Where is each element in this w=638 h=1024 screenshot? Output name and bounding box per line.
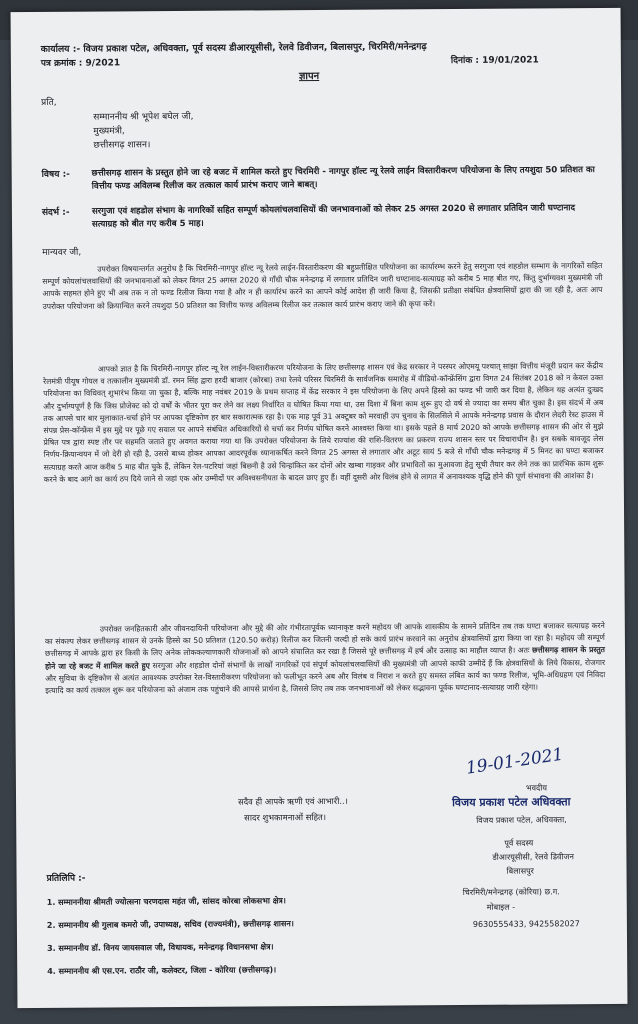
paragraph-2: आपको ज्ञात है कि चिरमिरी-नागपुर हॉल्ट न्यू रेल लाईन-विस्तारीकरण परियोजना के लिए छत्तीसगढ़ शासन एवं केंद्र सरकार ने परस्पर ओएमयू पश्चात् साझा वित्तीय मंजूरी प्रदान कर केंद्रीय रेलमंत्री पीयूष गोयल व तत्कालीन मुख्यमंत्री डॉ. रमन सिंह द्वारा हरदी बाजार (कोरबा) तथा रेलवे परिसर चिरमिरी के सार्वजनिक समारोह में वीडियो-कॉन्फ्रेंसिंग द्वारा विगत 24 सितंबर 2018 को न केवल उक्त परियोजना का विधिवत् शुभारंभ किया जा चुका है, बल्कि माह नवंबर 2019 के प्रथम सप्ताह में केंद्र सरकार ने इस परियोजना के लिए अपने हिस्से का फण्ड भी जारी कर दिया है, लेकिन यह अत्यंत दुःखद और दुर्भाग्यपूर्ण है कि जिस प्रोजेक्ट को दो वर्षों के भीतर पूरा कर लेने का लक्ष्य निर्धारित व घोषित किया गया था, उस दिशा में बिना काम शुरू हुए दो वर्ष से ज्यादा का समय बीत चुका है। इस संदर्भ में अब तक आपसे चार बार मुलाकात-चर्चा होने पर आपका दृष्टिकोण हर बार सकारात्मक रहा है। एक माह पूर्व 31 अक्टूबर को मरवाही उप चुनाव के सिलसिले में आपके मनेन्द्रगढ़ प्रवास के दौरान लेदरी रेस्ट हाउस में संपन्न प्रेस-कॉन्फ्रेंस में इस मुद्दे पर पूछे गए सवाल पर आपने संबंधित अधिकारियों से चर्चा कर निर्णय घोषित करने आश्वस्त किया था। इसके पहले 8 मार्च 2020 को आपके छत्तीसगढ़ शासन की ओर से मुझे प्रेषित पत्र द्वारा स्पष्ट तौर पर सहमति जताते हुए अवगत कराया गया था कि उपरोक्त परियोजना के लिये राज्यांश की राशि-वितरण का प्रकरण राज्य शासन स्तर पर विचाराधीन है। इन सबके बावजूद लेस निर्णय-क्रियान्वयन में जो देरी हो रही है, उससे बाध्य होकर आपका आदरपूर्वक ध्यानाकर्षित करने विगत 25 अगस्त से लगातार और अटूट सायं 5 बजे से गाँधी चौक मनेन्द्रगढ़ में 5 मिनट का घण्टा बजाकर सत्याग्रह करते आज करीब 5 माह बीत चुके हैं, लेकिन रेल-पटरियां जहां बिछनी है उसे चिन्हांकित कर दोनों ओर खम्बा गाड़कर और प्रभावितों का मुआवजा हेतु सूची तैयार कर लेने तक का प्रारंभिक काम शुरू करने के बाद आगे का कार्य ठप दिये जाने से जहां एक ओर उम्मीदों पर अविश्वसनीयता के बादल छाए हुए हैं। वहीं दूसरी ओर विलंब होने से लागत में अनावश्यक वृद्धि होने की पूर्ण संभावना की आशंका है। bbox=[43, 361, 604, 484]
bhavdiya-label: भवदीय bbox=[525, 783, 548, 793]
cc-item-1: 1. सम्माननीया श्रीमती ज्योत्सना चरणदास महंत जी, सांसद कोरबा लोकसभा क्षेत्र। bbox=[46, 896, 286, 907]
prati-label: प्रति, bbox=[41, 97, 57, 108]
salutation: मान्यवर जी, bbox=[42, 247, 82, 258]
sender-line-3: डीआरयूसीसी, रेलवे डिवीजन bbox=[492, 852, 574, 862]
sender-line-4: बिलासपुर bbox=[506, 866, 534, 876]
sender-line-2: पूर्व सदस्य bbox=[504, 838, 534, 848]
cc-label: प्रतिलिपि :- bbox=[46, 873, 86, 884]
office-line: कार्यालय :- विजय प्रकाश पटेल, अधिवक्ता, पूर्व सदस्य डीआरयूसीसी, रेलवे डिवीजन, बिलासपुर, चिरमिरी/मनेन्द्रगढ़ bbox=[40, 41, 427, 55]
sender-phone: 9630555433, 9425582027 bbox=[472, 919, 580, 929]
reference-number: पत्र क्रमांक : 9/2021 bbox=[40, 58, 121, 69]
handwritten-signature: 19-01-2021 bbox=[464, 744, 565, 779]
paragraph-3-bold: छत्तीसगढ़ शासन के प्रस्तुत होने जा रहे बजट में शामिल करते हुए bbox=[45, 645, 606, 671]
paragraph-3 bbox=[45, 620, 605, 697]
paragraph-3-rest: सरगुजा और शहडोल दोनों संभागों के लाखों नागरिकों एवं संपूर्ण कोयलांचलवासियों की मुख्यमंत्री जी आपसे काफी उम्मीदें हैं कि क्षेत्रवासियों के लिये विकास, रोजगार और सुविधा के दृष्टिकोण से अत्यंत आवश्यक उपरोक्त रेल-विस्तारीकरण परियोजना को फलीभूत करने अब और विलंब व निराश न करते हुए समस्त लंबित कार्य का फण्ड रिलीज, भूमि-अधिग्रहण एवं निविदा इत्यादि का कार्य तत्काल शुरू कर परियोजना को अंजाम तक पहुंचाने की आपसे प्रार्थना है, जिससे लिए तब तक जनभावनाओं को लेकर सद्भावना पूर्वक घण्टानाद-सत्याग्रह जारी रहेगा। bbox=[45, 657, 606, 695]
letter-date: दिनांक : 19/01/2021 bbox=[450, 55, 539, 67]
advocate-stamp: विजय प्रकाश पटेल अधिवक्ता bbox=[452, 795, 571, 810]
memo-heading: ज्ञापन bbox=[298, 70, 320, 83]
subject-label: विषय :- bbox=[41, 169, 70, 180]
paragraph-1: उपरोक्त विषयान्तर्गत अनुरोध है कि चिरमिरी-नागपुर हॉल्ट न्यू रेलवे लाईन-विस्तारीकरण की बहुप्रतीक्षित परियोजना का कार्यारम्भ करने हेतु सरगुजा एवं शहडोल सम्भाग के नागरिकों सहित सम्पूर्ण कोयलांचलवासियों की जनभावनाओं को लेकर विगत 25 अगस्त 2020 से गाँधी चौक मनेन्द्रगढ़ में लगातार प्रतिदिन जारी घण्टानाद-सत्याग्रह को करीब 5 माह बीत गए, किंतु दुर्भाग्यवश मुख्यमंत्री जी आपके सहमत होने हुए भी अब तक न तो फण्ड रिलीज किया गया है और न ही कार्यारंभ करने का आपने कोई आदेश ही जारी किया है, जिसकी प्रतीक्षा संबंधित क्षेत्रवासियों द्वारा की जा रही है, अतः आप उपरोक्त परियोजना को क्रियान्वित करने तयशुदा 50 प्रतिशत का वित्तीय फण्ड अविलम्ब रिलीज कर तत्काल कार्य प्रारंभ कराए जाने की कृपा करें। bbox=[42, 261, 603, 311]
reference-text: सरगुजा एवं शहडोल संभाग के नागरिकों सहित सम्पूर्ण कोयलांचलवासियों की जनभावनाओं को लेकर 25 अगस्त 2020 से लगातार प्रतिदिन जारी घण्टानाद सत्याग्रह को बीत गए करीब 5 माह। bbox=[91, 203, 576, 230]
reference-label: संदर्भ :- bbox=[41, 207, 70, 218]
sender-line-5: चिरमिरी/मनेन्द्रगढ़ (कोरिया) छ.ग. bbox=[462, 887, 560, 898]
closing-line-2: सादर शुभकामनाओं सहित। bbox=[244, 811, 327, 823]
subject-text: छत्तीसगढ़ शासन के प्रस्तुत होने जा रहे बजट में शामिल करते हुए चिरमिरी - नागपुर हॉल्ट न्यू रेलवे लाईन विस्तारीकरण परियोजना के लिए तयशुदा 50 प्रतिशत का वित्तीय फण्ड अविलम्ब रिलीज कर तत्काल कार्य प्रारंभ कराए जाने बाबत्। bbox=[91, 165, 595, 192]
addressee-line-3: छत्तीसगढ़ शासन। bbox=[93, 140, 151, 151]
cc-item-2: 2. सम्माननीय श्री गुलाब कमरो जी, उपाध्यक्ष, सचिव (राज्यमंत्री), छत्तीसगढ़ शासन। bbox=[46, 919, 294, 930]
sender-line-6: मोबाइल - bbox=[486, 902, 516, 912]
cc-item-4: 4. सम्माननीय श्री एस.एन. राठौर जी, कलेक्टर, जिला - कोरिया (छत्तीसगढ़)। bbox=[47, 965, 277, 976]
addressee-line-1: सम्माननीय श्री भूपेश बघेल जी, bbox=[93, 111, 194, 123]
closing-line-1: सदैव ही आपके ऋणी एवं आभारी..। bbox=[238, 795, 348, 807]
paragraph-3-start: उपरोक्त जनहितकारी और जीवनदायिनी परियोजना और मुद्दे की ओर गंभीरतापूर्वक ध्यानाकृष्ट करने महोदय जी आपके शासकीय के सामने प्रतिदिन तब तक घण्टा बजाकर सत्याग्रह करने का संकल्प लेकर छत्तीसगढ़ शासन से उनके हिस्से का 50 प्रतिशत (120.50 करोड़) रिलीज कर जितनी जल्दी हो सके कार्य प्रारंभ करवाने का अनुरोध क्षेत्रवासियों द्वारा किया जा रहा है। महोदय जी सम्पूर्ण छत्तीसगढ़ में आपके द्वारा हर किसी के लिए अनेक लोककल्याणकारी योजनाओं को आपने संचालित कर रखा है जिससे पूरे छत्तीसगढ़ में हर्ष और उत्साह का माहौल व्याप्त है। अतः bbox=[44, 621, 605, 659]
sender-line-1: विजय प्रकाश पटेल, अधिवक्ता, bbox=[476, 815, 567, 825]
cc-item-3: 3. सम्माननीय डॉ. विनय जायसवाल जी, विधायक, मनेन्द्रगढ़ विधानसभा क्षेत्र। bbox=[47, 942, 274, 953]
addressee-line-2: मुख्यमंत्री, bbox=[93, 126, 125, 137]
letter-page bbox=[11, 8, 628, 1008]
